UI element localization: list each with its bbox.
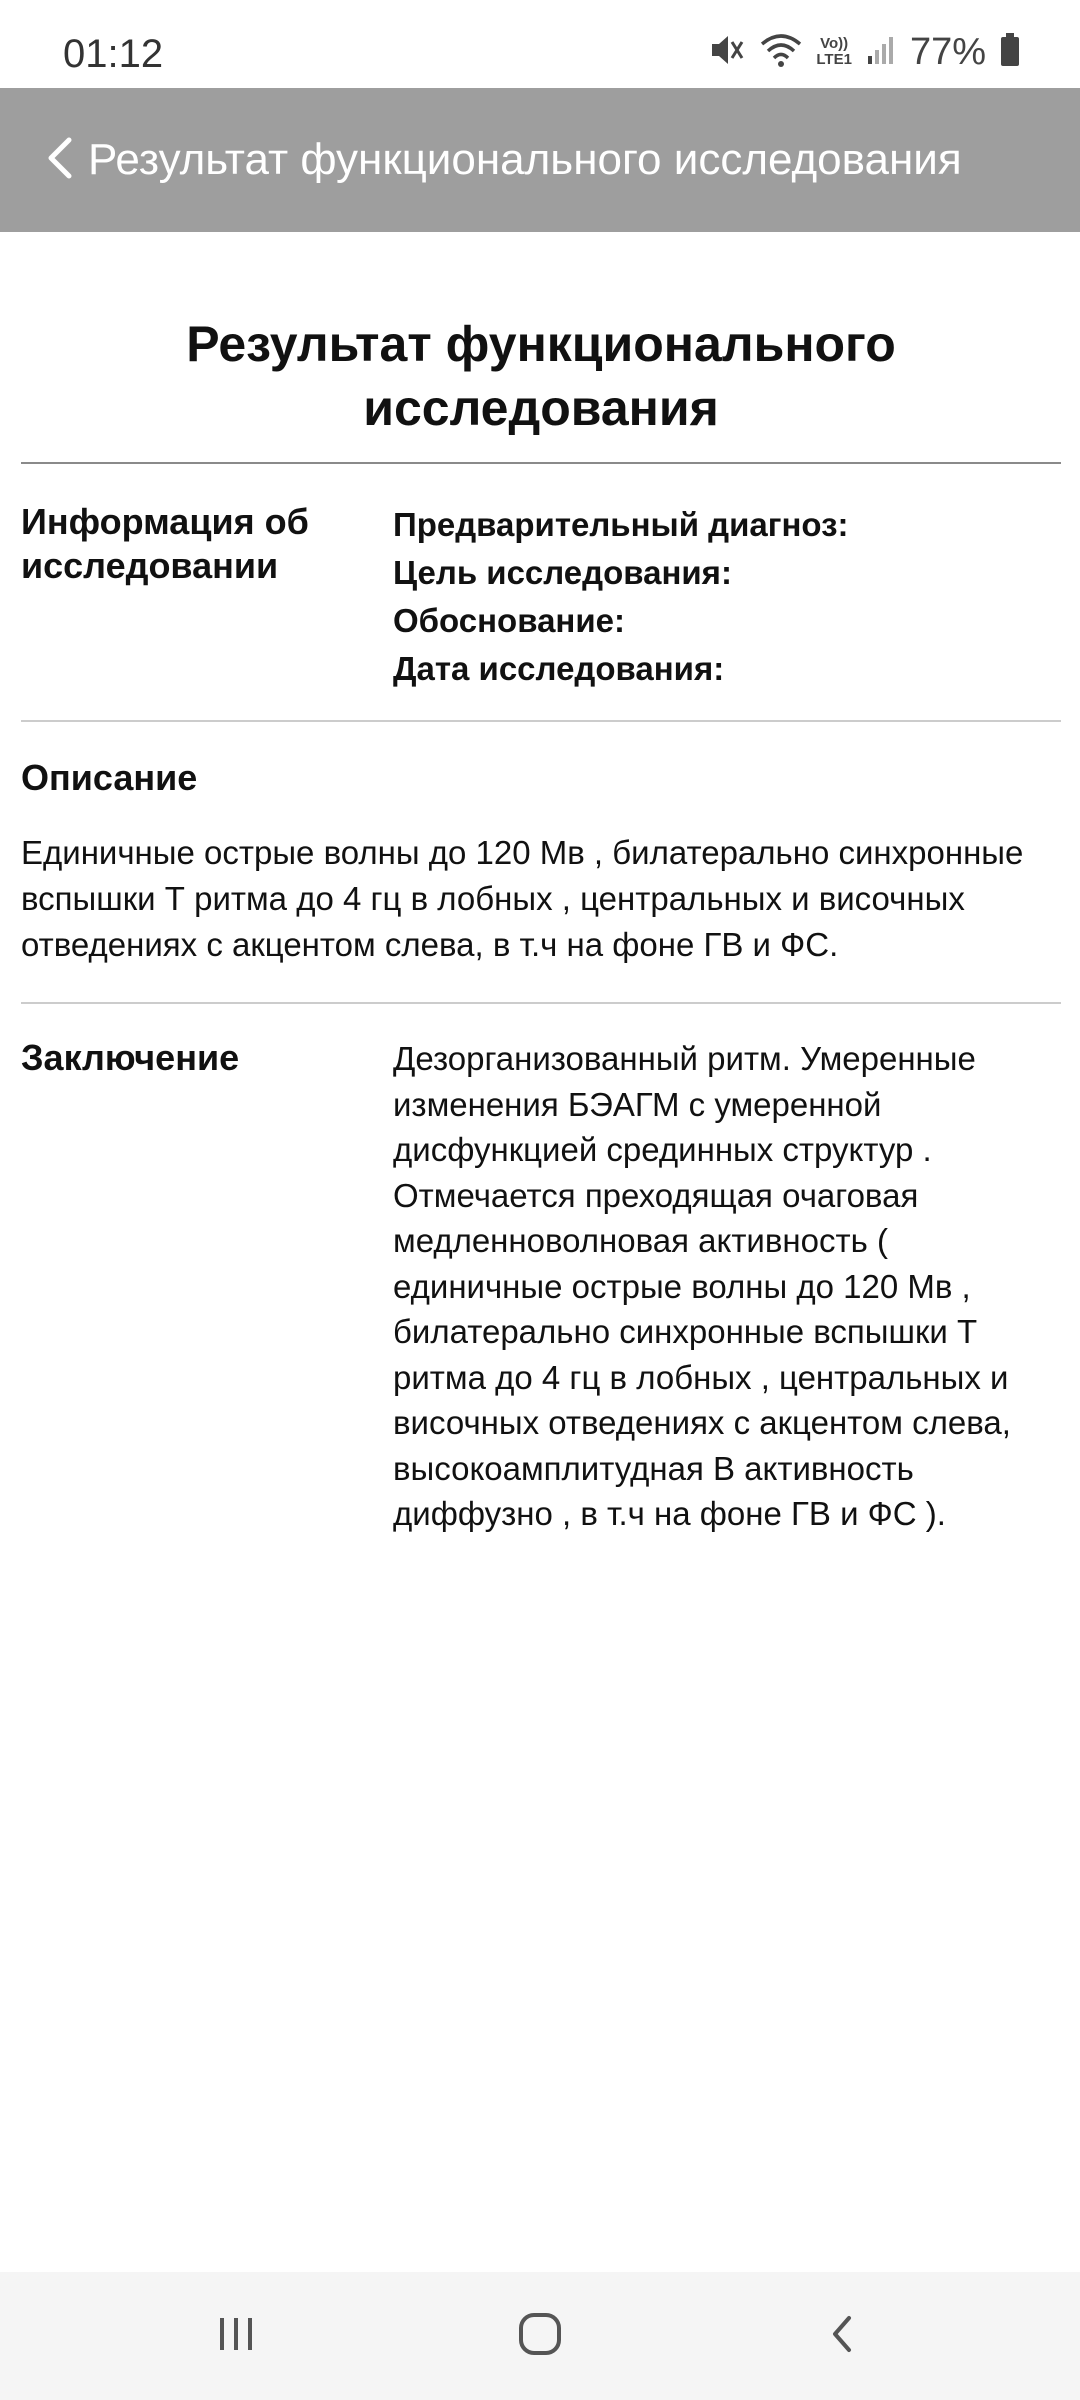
page-title: Результат функционального исследования: [186, 316, 896, 436]
status-bar: [0, 0, 1080, 88]
content: [21, 232, 1061, 1565]
nav-back-button[interactable]: [802, 2306, 882, 2366]
recent-apps-button[interactable]: [196, 2306, 276, 2366]
conclusion-label: Заключение: [21, 1037, 240, 1078]
conclusion-section: [21, 1004, 1061, 1565]
wifi-icon: [760, 32, 802, 73]
home-button[interactable]: [500, 2306, 580, 2366]
status-icons: [706, 28, 1020, 76]
chevron-left-icon: [45, 136, 75, 185]
home-icon: [517, 2311, 563, 2362]
nav-bar: [0, 2272, 1080, 2400]
info-field-date: Дата исследования:: [393, 650, 725, 687]
info-field-diagnosis: Предварительный диагноз:: [393, 506, 849, 543]
mute-icon: [706, 30, 746, 75]
battery-percent: 77%: [909, 30, 986, 73]
lte-label-bottom: LTE1: [816, 51, 852, 68]
description-text: Единичные острые волны до 120 Мв , билатерально синхронные вспышки Т ритма до 4 гц в лобных , центральных и височных отведениях с акцентом слева, в т.ч на фоне ГВ и ФС.: [21, 834, 1024, 963]
info-field-justification: Обоснование:: [393, 602, 625, 639]
info-fields: [393, 500, 1061, 692]
info-field-purpose: Цель исследования:: [393, 554, 732, 591]
app-bar: [0, 88, 1080, 232]
info-section: [21, 464, 1061, 720]
lte-label-top: Vo)): [820, 35, 849, 52]
back-icon: [827, 2312, 857, 2361]
info-section-label: Информация об исследовании: [21, 501, 309, 586]
conclusion-text: Дезорганизованный ритм. Умеренные изменения БЭАГМ с умеренной дисфункцией срединных структур . Отмечается преходящая очаговая медленноволновая активность ( единичные острые волны до 120 Мв , билатерально синхронные вспышки Т ритма до 4 гц в лобных , центральных и височных отведениях с акцентом слева, высокоамплитудная В активность диффузно , в т.ч на фоне ГВ и ФС ).: [393, 1040, 1011, 1532]
back-button[interactable]: [30, 130, 90, 190]
signal-icon: [866, 34, 896, 71]
app-bar-title: Результат функционального исследования: [88, 135, 962, 184]
recent-apps-icon: [214, 2312, 258, 2361]
lte-indicator: [816, 36, 852, 68]
battery-icon: [1000, 33, 1020, 72]
status-time: 01:12: [63, 32, 164, 76]
description-heading: Описание: [21, 757, 198, 798]
description-section: [21, 722, 1061, 1002]
